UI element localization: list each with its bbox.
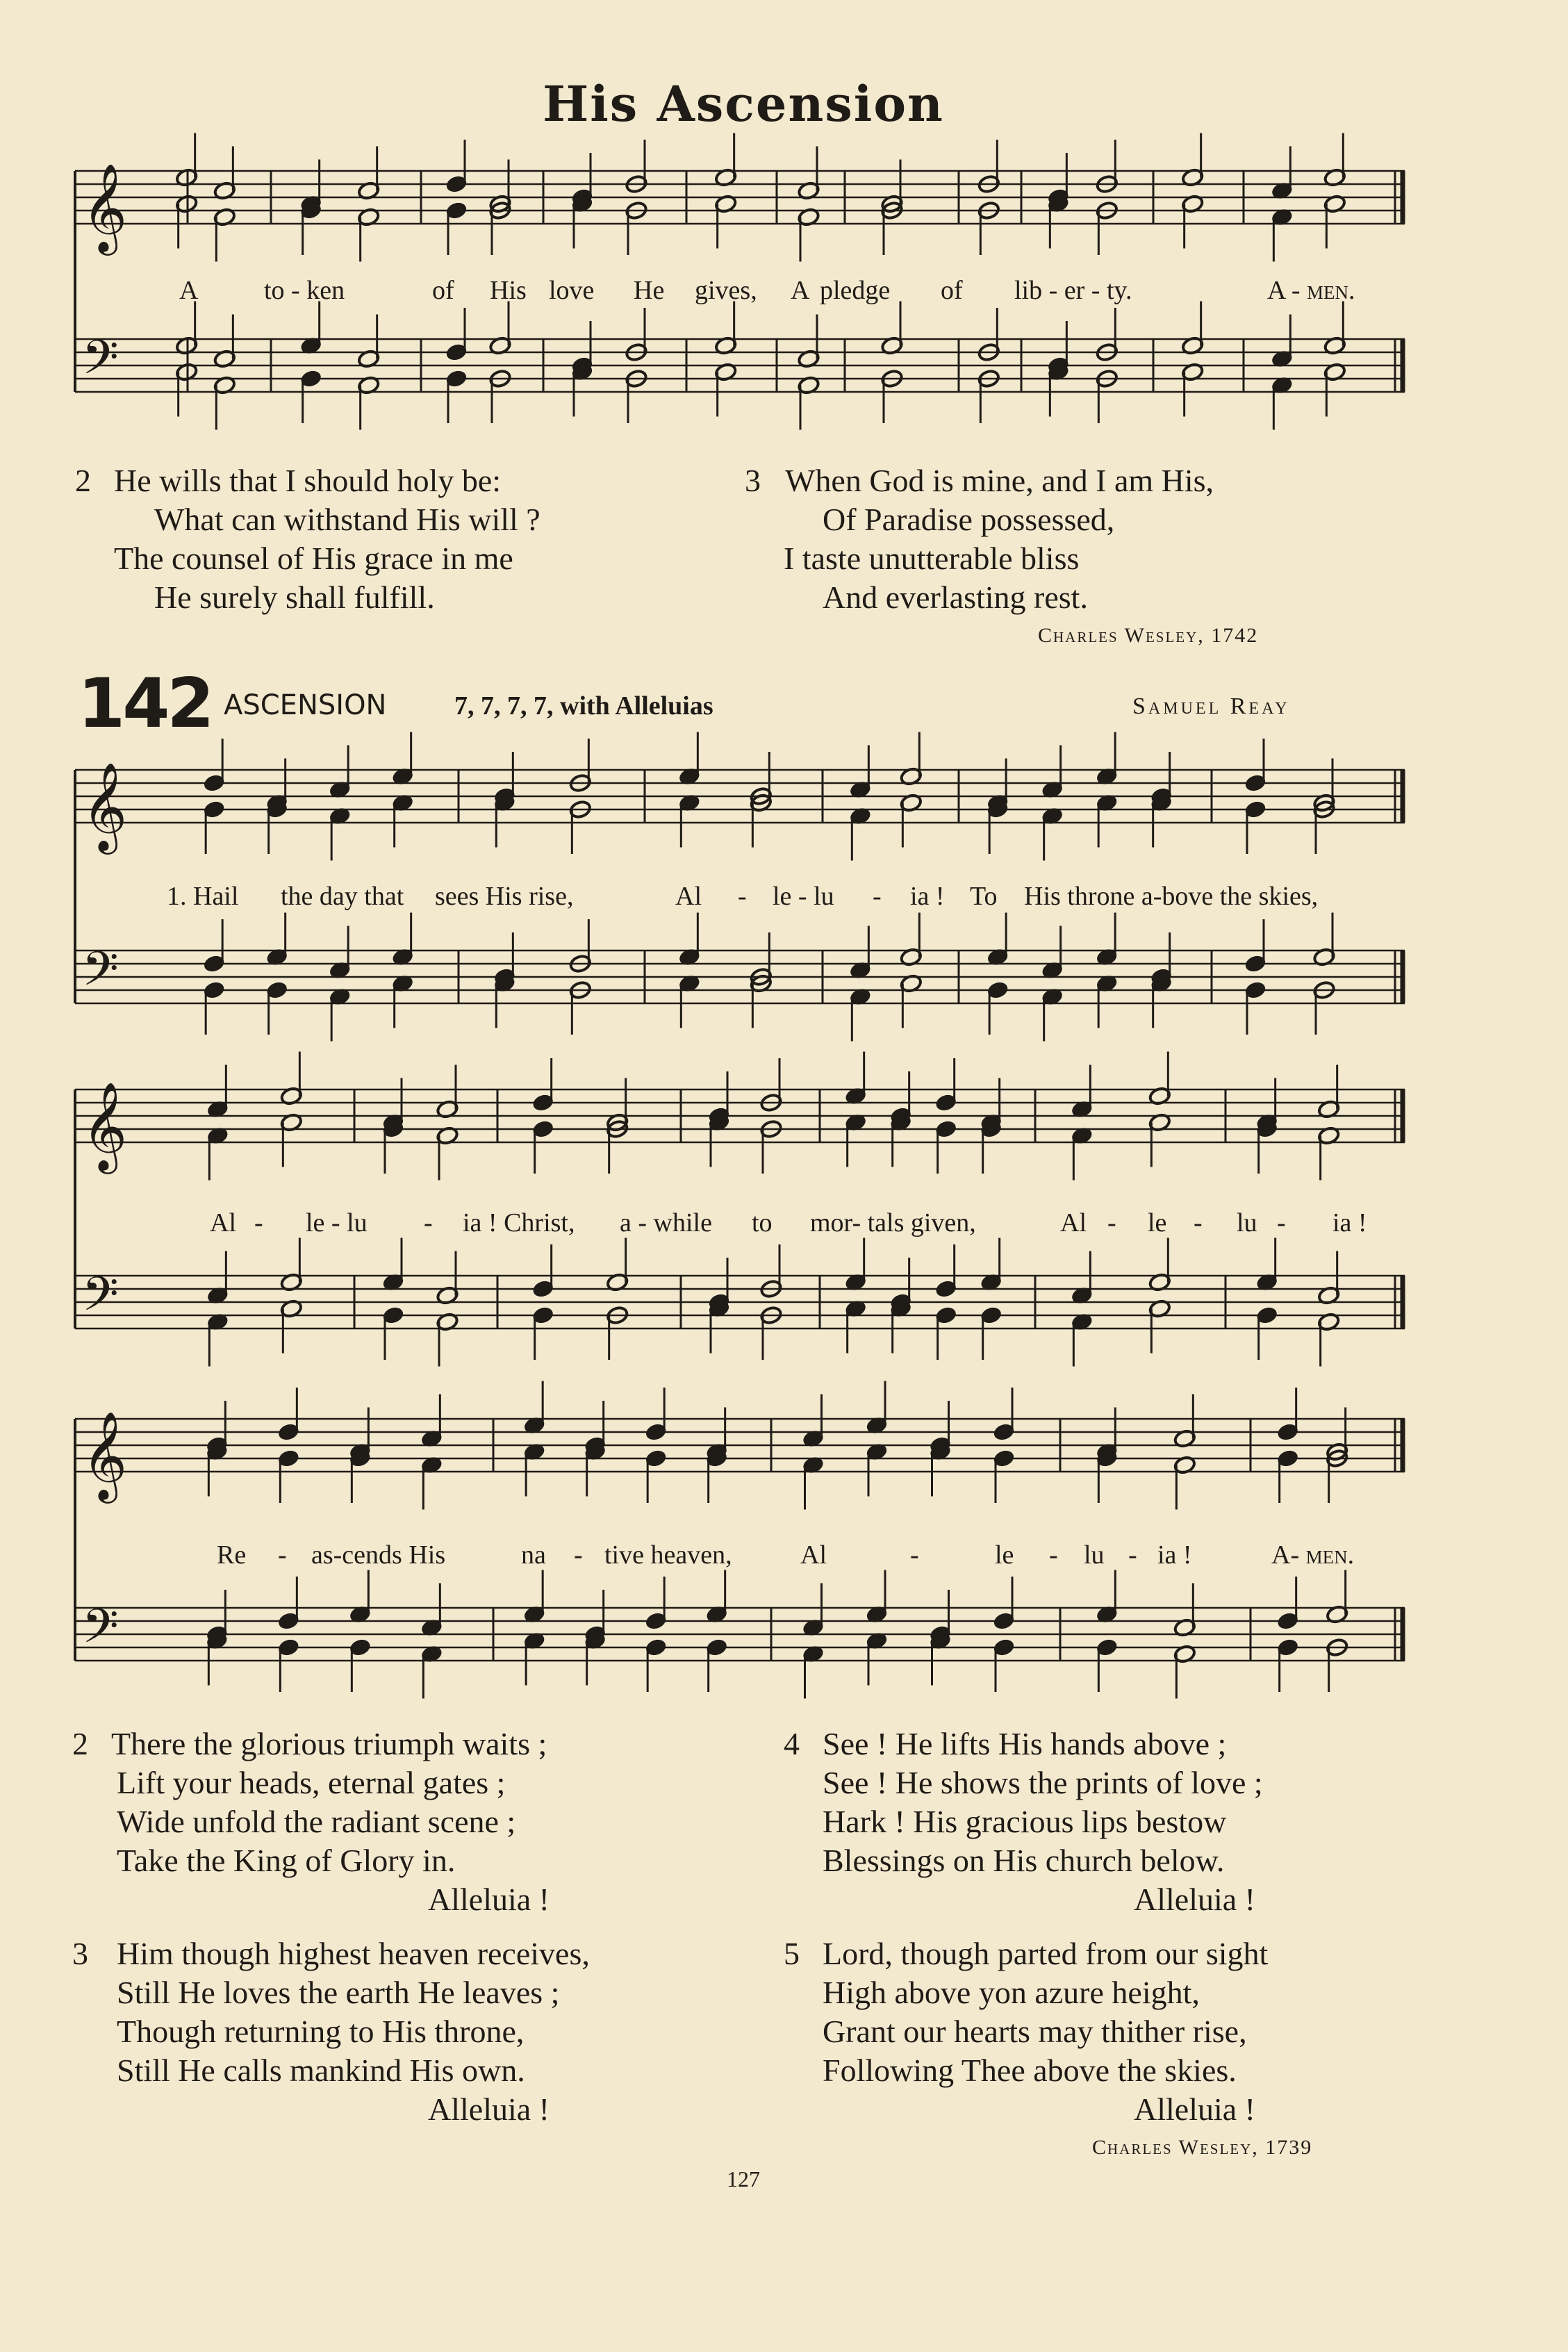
page-number: 127 — [727, 2166, 760, 2191]
lyric-syllable: lib - er - ty. — [1014, 276, 1132, 305]
lyric-syllable: A — [179, 276, 199, 305]
lyric-syllable: le — [1148, 1208, 1167, 1237]
verse-line: Lord, though parted from our sight — [823, 1936, 1269, 1971]
verse-line: Lift your heads, eternal gates ; — [117, 1765, 506, 1800]
hymn142-verse-3 — [72, 1934, 767, 2136]
verse-number: 2 — [72, 1726, 88, 1761]
lyric-syllable: - — [873, 882, 882, 911]
lyric-syllable: the day that — [281, 882, 404, 911]
lyric-syllable: - — [1107, 1208, 1116, 1237]
lyric-syllable: 1. Hail — [167, 882, 239, 911]
lyric-syllable: love — [549, 276, 595, 305]
treble-clef-icon: 𝄞 — [82, 1411, 128, 1499]
verse-line: Of Paradise possessed, — [823, 502, 1115, 537]
lyric-syllable: His — [490, 276, 527, 305]
hymn142-verse-4 — [784, 1725, 1478, 1926]
verse-line: Though returning to His throne, — [117, 2014, 525, 2049]
lyric-syllable: - — [278, 1540, 287, 1570]
lyric-syllable: na — [521, 1540, 546, 1570]
lyric-syllable: - — [1128, 1540, 1137, 1570]
verse-line: See ! He lifts His hands above ; — [823, 1726, 1227, 1761]
lyric-syllable: of — [432, 276, 454, 305]
verse-line: What can withstand His will ? — [154, 502, 540, 537]
lyric-syllable: ia ! — [1332, 1208, 1367, 1237]
lyric-syllable: - — [1194, 1208, 1203, 1237]
lyric-syllable: Al — [800, 1540, 827, 1570]
lyric-syllable: as-cends His — [311, 1540, 446, 1570]
verse-line: Grant our hearts may thither rise, — [823, 2014, 1247, 2049]
lyric-syllable: His throne a-bove the skies, — [1024, 882, 1319, 911]
lyric-syllable: lu — [1237, 1208, 1257, 1237]
verse-line: Still He calls mankind His own. — [117, 2053, 525, 2088]
lyric-syllable: a - while — [620, 1208, 712, 1237]
bass-clef-icon: 𝄢 — [82, 942, 119, 1008]
treble-clef-icon: 𝄞 — [82, 1081, 128, 1170]
verse-line: Wide unfold the radiant scene ; — [117, 1804, 516, 1839]
lyric-syllable: - — [254, 1208, 263, 1237]
verse-line: Alleluia ! — [1134, 1882, 1255, 1917]
lyric-syllable: He — [634, 276, 665, 305]
lyric-syllable: Al — [1060, 1208, 1087, 1237]
lyric-syllable: le — [995, 1540, 1014, 1570]
verse-line: And everlasting rest. — [823, 579, 1088, 615]
hymn-number: 142 — [78, 664, 212, 743]
verse-line: Hark ! His gracious lips bestow — [823, 1804, 1227, 1839]
amen-lyric: A - men. — [1267, 276, 1355, 305]
lyric-syllable: le - lu — [773, 882, 834, 911]
lyric-syllable: ia ! — [910, 882, 945, 911]
lyric-syllable: lu — [1084, 1540, 1105, 1570]
lyric-syllable: tive heaven, — [604, 1540, 732, 1570]
verse-line: Alleluia ! — [1134, 2091, 1255, 2127]
verse-line: Still He loves the earth He leaves ; — [117, 1975, 560, 2010]
verse-number: 3 — [72, 1936, 88, 1971]
top-verse-3 — [745, 461, 1439, 621]
verse-line: Following Thee above the skies. — [823, 2053, 1237, 2088]
lyric-syllable: of — [941, 276, 963, 305]
page-title: His Ascension — [543, 75, 944, 133]
lyric-syllable: - — [1049, 1540, 1058, 1570]
lyric-syllable: le - lu — [306, 1208, 368, 1237]
lyric-syllable: A — [791, 276, 810, 305]
verse-line: Alleluia ! — [428, 1882, 550, 1917]
lyric-syllable: mor- tals given, — [810, 1208, 976, 1237]
top-verse-2 — [75, 461, 700, 621]
verse-number: 4 — [784, 1726, 800, 1761]
verse-line: There the glorious triumph waits ; — [111, 1726, 547, 1761]
verse-line: Take the King of Glory in. — [117, 1843, 456, 1878]
lyric-syllable: - — [910, 1540, 919, 1570]
verse-line: Blessings on His church below. — [823, 1843, 1225, 1878]
lyric-syllable: Al — [210, 1208, 236, 1237]
verse-line: See ! He shows the prints of love ; — [823, 1765, 1263, 1800]
verse-line: The counsel of His grace in me — [114, 541, 513, 576]
lyric-syllable: - — [574, 1540, 583, 1570]
lyric-syllable: sees His rise, — [435, 882, 574, 911]
verse-number: 5 — [784, 1936, 800, 1971]
bass-clef-icon: 𝄢 — [82, 331, 119, 397]
treble-clef-icon: 𝄞 — [82, 163, 128, 252]
lyric-syllable: pledge — [820, 276, 891, 305]
verse-number: 3 — [745, 463, 761, 498]
lyric-syllable: ia ! — [1157, 1540, 1192, 1570]
lyric-syllable: to — [752, 1208, 773, 1237]
lyric-syllable: - — [738, 882, 747, 911]
lyric-syllable: To — [970, 882, 998, 911]
verse-line: High above yon azure height, — [823, 1975, 1200, 2010]
author-credit: Charles Wesley, 1739 — [1092, 2136, 1313, 2159]
verse-line: When God is mine, and I am His, — [785, 463, 1214, 498]
verse-line: Alleluia ! — [428, 2091, 550, 2127]
lyric-syllable: Re — [217, 1540, 247, 1570]
treble-clef-icon: 𝄞 — [82, 762, 128, 850]
bass-clef-icon: 𝄢 — [82, 1599, 119, 1666]
lyric-syllable: to - ken — [264, 276, 345, 305]
lyric-syllable: - — [424, 1208, 433, 1237]
verse-line: He wills that I should holy be: — [114, 463, 502, 498]
lyric-syllable: ia ! Christ, — [463, 1208, 575, 1237]
hymn142-verse-2 — [72, 1725, 767, 1926]
verse-line: I taste unutterable bliss — [784, 541, 1080, 576]
verse-line: Him though highest heaven receives, — [117, 1936, 590, 1971]
lyric-syllable: gives, — [695, 276, 757, 305]
verse-line: He surely shall fulfill. — [154, 579, 435, 615]
author-credit: Charles Wesley, 1742 — [1038, 624, 1259, 647]
tune-name: ASCENSION — [224, 689, 387, 721]
composer-credit: Samuel Reay — [1132, 693, 1290, 719]
bass-clef-icon: 𝄢 — [82, 1267, 119, 1333]
verse-number: 2 — [75, 463, 91, 498]
hymn142-verse-5 — [784, 1934, 1478, 2136]
lyric-syllable: Al — [675, 882, 702, 911]
lyric-syllable: - — [1277, 1208, 1286, 1237]
amen-lyric: A- men. — [1271, 1540, 1355, 1570]
meter-label: 7, 7, 7, 7, with Alleluias — [454, 691, 713, 721]
